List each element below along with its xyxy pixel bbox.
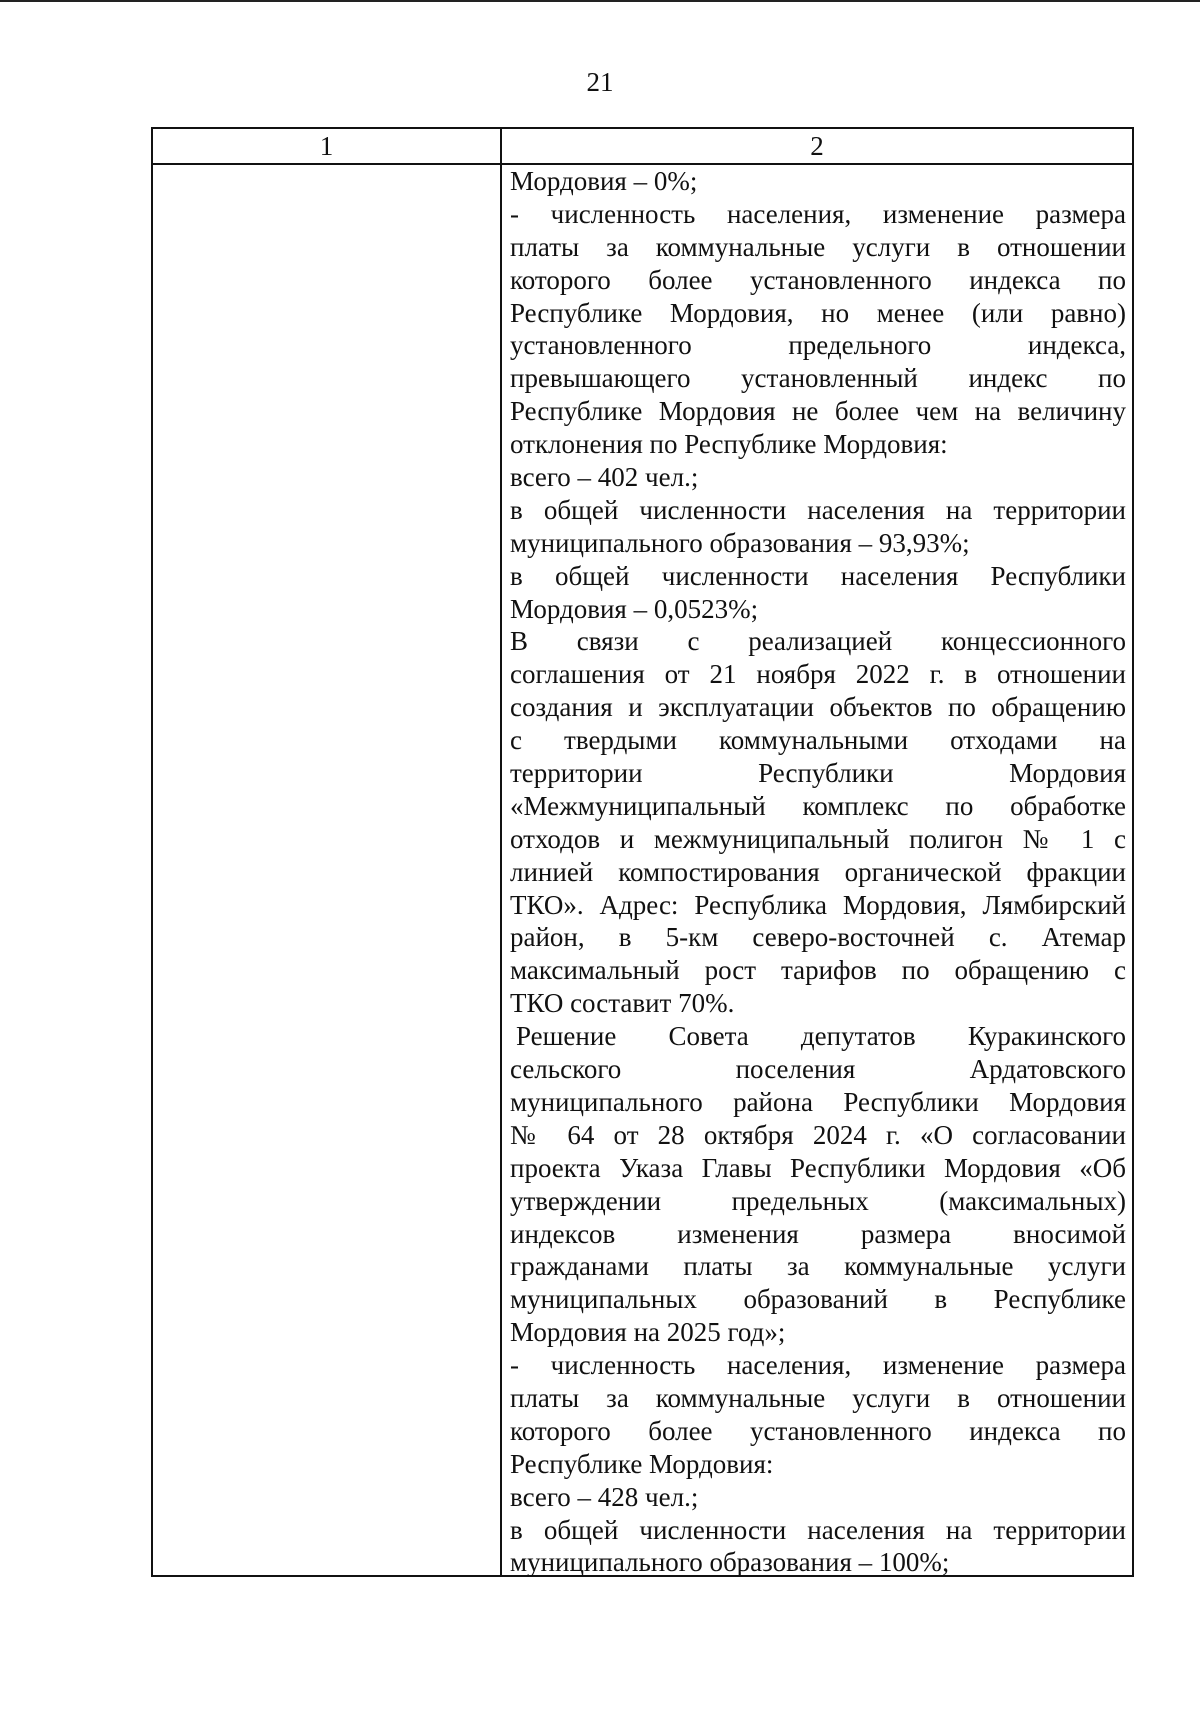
top-border-line — [0, 0, 1200, 2]
text-line: проекта Указа Главы Республики Мордовия «Об — [510, 1152, 1126, 1183]
text-line: в общей численности населения на территории — [510, 1514, 1126, 1545]
text-line: платы за коммунальные услуги в отношении — [510, 231, 1126, 262]
table-header-row — [153, 129, 1132, 165]
text-line: - численность населения, изменение размера — [510, 1350, 1126, 1381]
text-line: Мордовия – 0,0523%; — [510, 593, 759, 624]
text-line: утверждении предельных (максимальных) — [510, 1185, 1126, 1216]
text-line: отходов и межмуниципальный полигон № 1 с — [510, 823, 1126, 854]
text-line: в общей численности населения на территории — [510, 494, 1126, 525]
text-line: ТКО составит 70%. — [510, 988, 735, 1019]
text-line: сельского поселения Ардатовского — [510, 1054, 1126, 1085]
text-line: которого более установленного индекса по — [510, 264, 1126, 295]
text-line: максимальный рост тарифов по обращению с — [510, 955, 1126, 986]
text-line: соглашения от 21 ноября 2022 г. в отношении — [510, 659, 1126, 690]
text-line: которого более установленного индекса по — [510, 1415, 1126, 1446]
text-line: муниципального образования – 93,93%; — [510, 527, 970, 558]
text-line: Республике Мордовия: — [510, 1448, 774, 1479]
text-line: В связи с реализацией концессионного — [510, 626, 1126, 657]
text-line: с твердыми коммунальными отходами на — [510, 725, 1126, 756]
text-line: ТКО». Адрес: Республика Мордовия, Лямбирский — [510, 889, 1126, 920]
text-line: муниципального образования – 100%; — [510, 1547, 950, 1578]
text-line: отклонения по Республике Мордовия: — [510, 429, 948, 460]
text-line: гражданами платы за коммунальные услуги — [510, 1251, 1126, 1282]
text-line: муниципальных образований в Республике — [510, 1284, 1126, 1315]
text-line: превышающего установленный индекс по — [510, 363, 1126, 394]
text-line: муниципального района Республики Мордовия — [510, 1086, 1126, 1117]
text-line: район, в 5-км северо-восточней с. Атемар — [510, 922, 1126, 953]
text-line: в общей численности населения Республики — [510, 560, 1126, 591]
text-line: индексов изменения размера вносимой — [510, 1218, 1126, 1249]
text-line: линией компостирования органической фракции — [510, 856, 1126, 887]
column-header-1: 1 — [319, 131, 334, 161]
text-line: - численность населения, изменение размера — [510, 198, 1126, 229]
column-header-2: 2 — [810, 131, 824, 161]
text-line: Мордовия – 0%; — [510, 166, 698, 196]
text-line: Республике Мордовия, но менее (или равно) — [510, 297, 1126, 328]
text-line: территории Республики Мордовия — [510, 758, 1126, 789]
text-line: создания и эксплуатации объектов по обращению — [510, 692, 1126, 723]
text-line: всего – 402 чел.; — [510, 462, 699, 493]
text-line: «Межмуниципальный комплекс по обработке — [510, 790, 1126, 821]
text-line: платы за коммунальные услуги в отношении — [510, 1382, 1126, 1413]
text-line: установленного предельного индекса, — [510, 330, 1126, 361]
column-divider — [500, 129, 502, 1575]
text-line: № 64 от 28 октября 2024 г. «О согласовании — [510, 1119, 1126, 1150]
text-line: Решение Совета депутатов Куракинского — [516, 1021, 1126, 1052]
document-table — [151, 127, 1134, 1577]
text-line: Мордовия на 2025 год»; — [510, 1317, 786, 1348]
page-number: 21 — [586, 67, 614, 97]
text-line: Республике Мордовия не более чем на величину — [510, 396, 1126, 427]
column-2-text-cell — [510, 165, 1126, 1579]
text-line: всего – 428 чел.; — [510, 1481, 699, 1512]
